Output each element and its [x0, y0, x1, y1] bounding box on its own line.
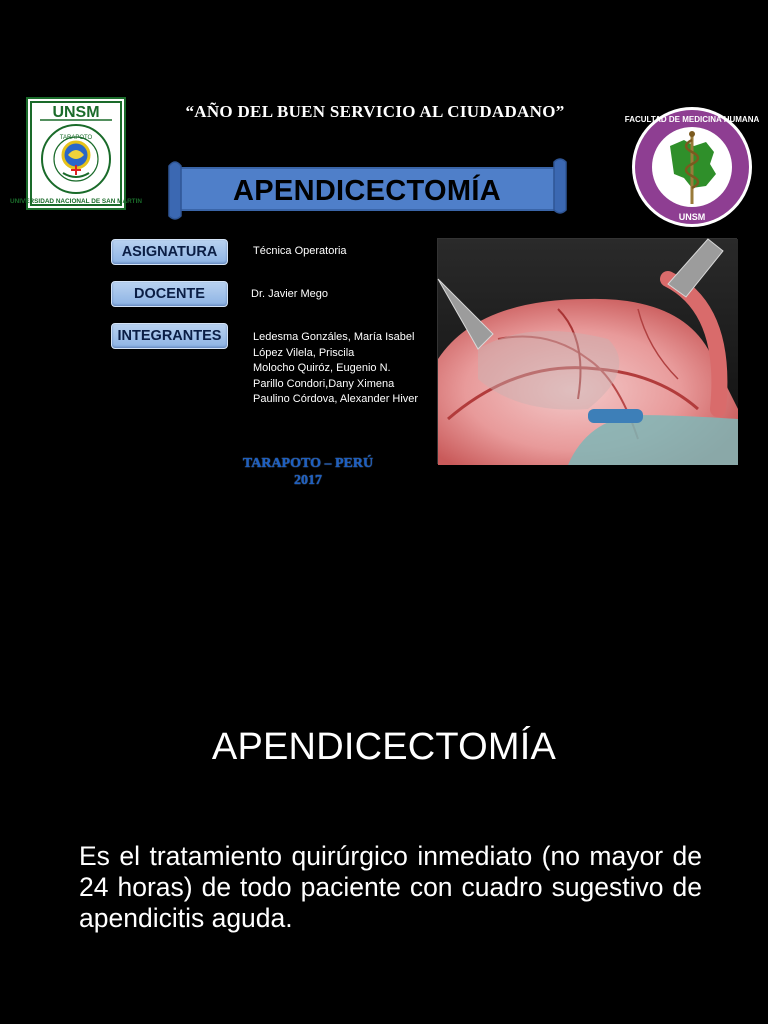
surgery-photo [437, 238, 737, 464]
members-list [253, 330, 418, 408]
member-name: Molocho Quiróz, Eugenio N. [253, 362, 391, 374]
faculty-medicine-logo [624, 106, 760, 228]
presentation-title: APENDICECTOMÍA [233, 174, 501, 207]
subject-value: Técnica Operatoria [253, 245, 347, 257]
faculty-logo-bottom-text: UNSM [678, 212, 706, 222]
year-motto: “AÑO DEL BUEN SERVICIO AL CIUDADANO” [185, 102, 565, 121]
slide2-definition-text: Es el tratamiento quirúrgico inmediato (no mayor de 24 horas) de todo paciente con cuadro sugestivo de apendicitis aguda. [79, 841, 702, 933]
member-name: López Vilela, Priscila [253, 346, 355, 359]
logo-ring-text: UNIVERSIDAD NACIONAL DE SAN MARTIN [10, 198, 142, 205]
location-block [208, 455, 408, 489]
location-text: TARAPOTO – PERÚ [242, 456, 374, 471]
teacher-value: Dr. Javier Mego [251, 288, 329, 300]
unsm-university-logo [10, 97, 142, 210]
subject-label: ASIGNATURA [111, 239, 228, 265]
logo-inner-text: TARAPOTO [59, 135, 93, 141]
member-name: Ledesma Gonzáles, María Isabel [253, 331, 415, 343]
slide2-title: APENDICECTOMÍA [211, 726, 557, 768]
member-name: Parillo Condori,Dany Ximena [253, 377, 395, 390]
year-text: 2017 [294, 473, 322, 488]
members-label: INTEGRANTES [111, 323, 228, 349]
faculty-logo-ring-text: FACULTAD DE MEDICINA HUMANA [624, 115, 760, 124]
teacher-label: DOCENTE [111, 281, 228, 307]
member-name: Paulino Córdova, Alexander Hiver [253, 393, 419, 405]
logo-top-text: UNSM [52, 104, 100, 121]
